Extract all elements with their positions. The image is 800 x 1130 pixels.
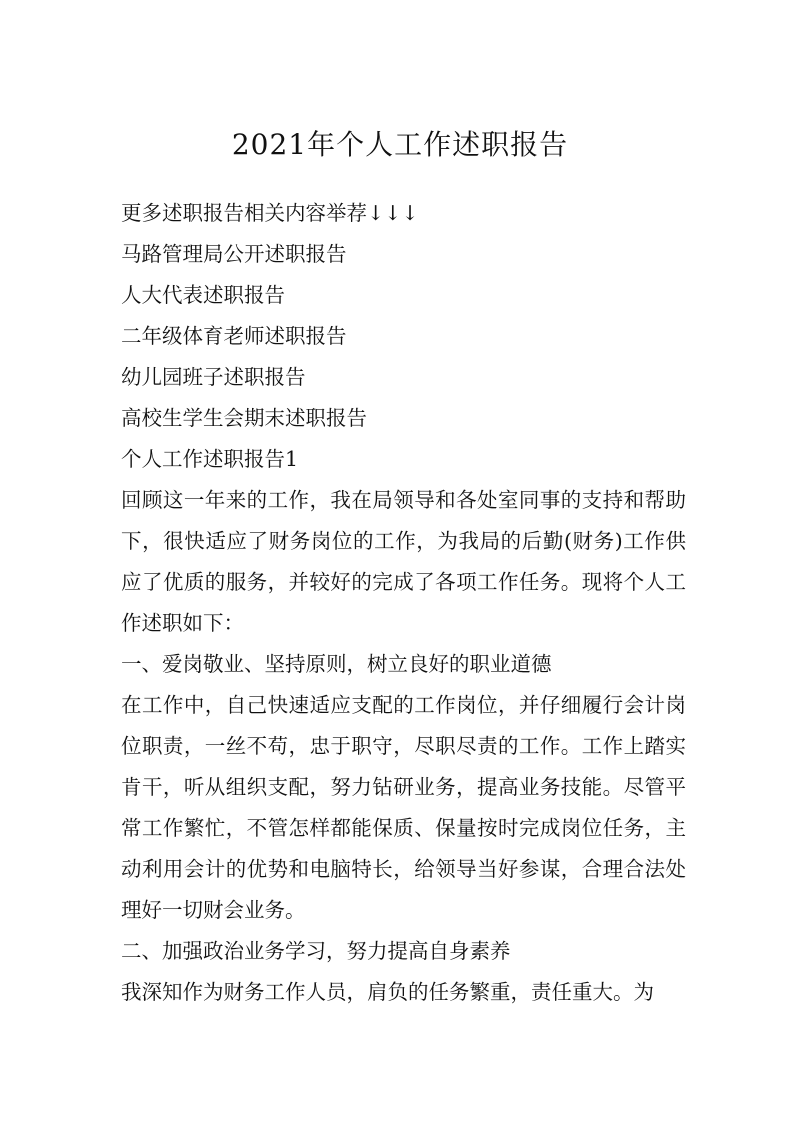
paragraph-study: 我深知作为财务工作人员，肩负的任务繁重，责任重大。为 <box>121 980 654 1004</box>
related-link-2[interactable]: 人大代表述职报告 <box>121 283 285 307</box>
related-link-5[interactable]: 高校生学生会期末述职报告 <box>121 406 367 430</box>
paragraph-intro: 回顾这一年来的工作，我在局领导和各处室同事的支持和帮助下，很快适应了财务岗位的工作，为我局的后勤(财务)工作供应了优质的服务，并较好的完成了各项工作任务。现将个人工作述职如下： <box>121 488 686 635</box>
paragraph-work: 在工作中，自己快速适应支配的工作岗位，并仔细履行会计岗位职责，一丝不苟，忠于职守，尽职尽责的工作。工作上踏实肯干，听从组织支配，努力钻研业务，提高业务技能。尽管平常工作繁忙，不管怎样都能保质、保量按时完成岗位任务，主动利用会计的优势和电脑特长，给领导当好参谋，合理合法处理好一切财会业务。 <box>121 693 686 922</box>
related-link-1[interactable]: 马路管理局公开述职报告 <box>121 242 347 266</box>
related-link-3[interactable]: 二年级体育老师述职报告 <box>121 324 347 348</box>
document-title: 2021年个人工作述职报告 <box>231 128 569 161</box>
document-body <box>121 193 686 1013</box>
related-content-label: 更多述职报告相关内容举荐↓↓↓ <box>121 201 419 225</box>
heading-two: 二、加强政治业务学习，努力提高自身素养 <box>121 939 511 963</box>
heading-one: 一、爱岗敬业、坚持原则，树立良好的职业道德 <box>121 652 552 676</box>
section-title: 个人工作述职报告1 <box>121 447 299 471</box>
related-link-4[interactable]: 幼儿园班子述职报告 <box>121 365 306 389</box>
